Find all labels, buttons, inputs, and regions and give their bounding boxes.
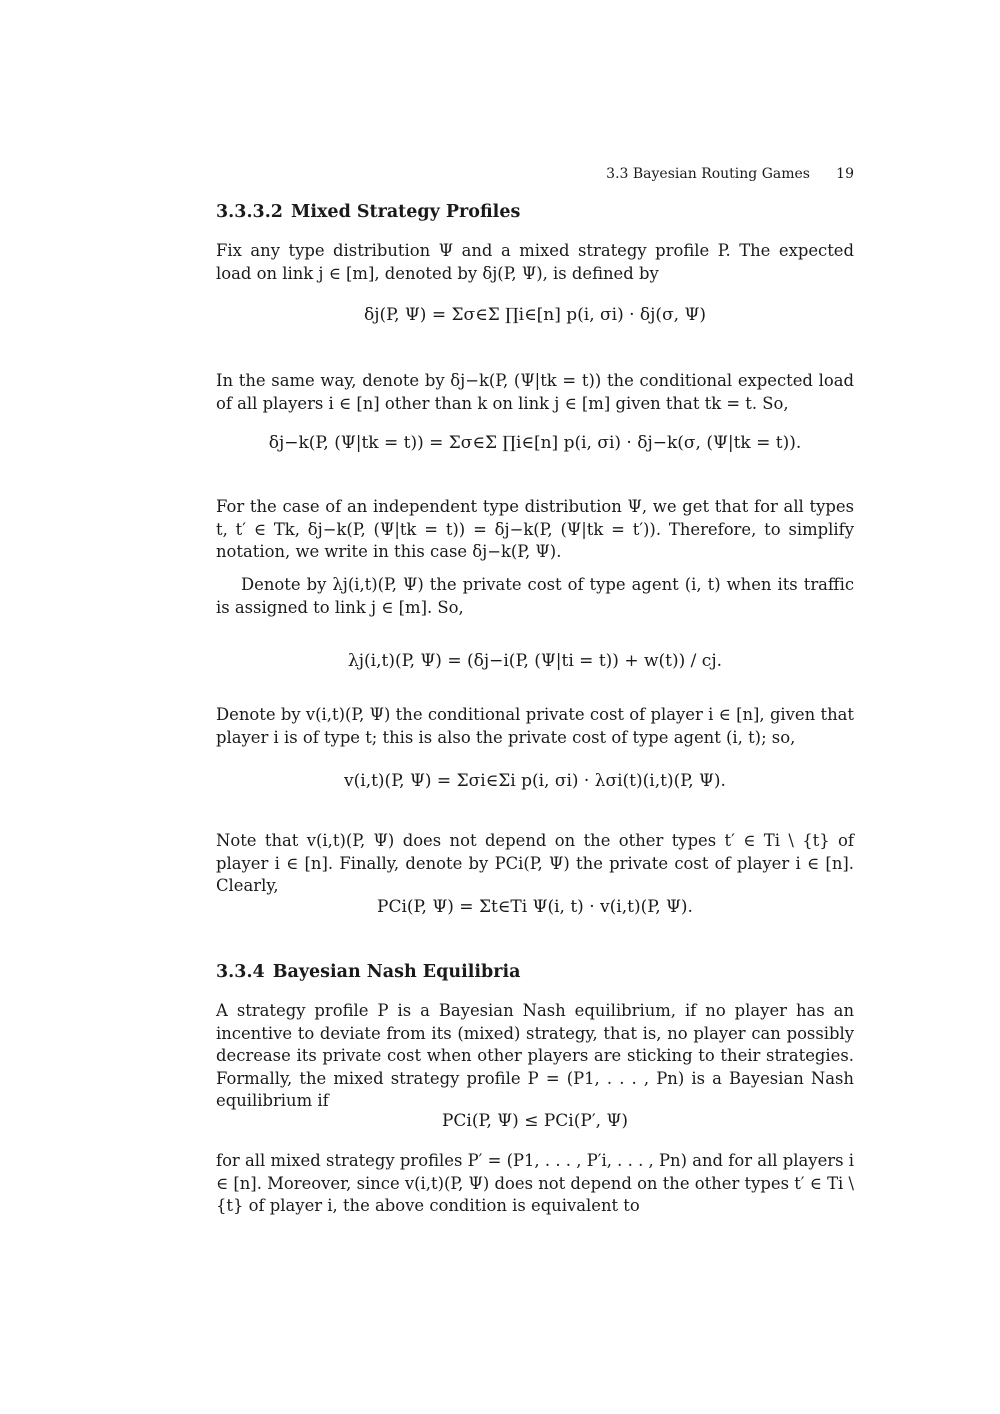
running-head <box>216 166 854 182</box>
equation-equilibrium: PCi(P, Ψ) ≤ PCi(P′, Ψ) <box>441 1111 629 1131</box>
paragraph: for all mixed strategy profiles P′ = (P1, . . . , P′i, . . . , Pn) and for all players i ∈ [n]. Moreover, since v(i,t)(P, Ψ) does not depend on the other types t′ ∈ Ti \ {t} of player i, the above condition is equivalent to <box>216 1151 854 1216</box>
running-head-section: 3.3 Bayesian Routing Games <box>606 166 810 182</box>
paragraph: Note that v(i,t)(P, Ψ) does not depend on the other types t′ ∈ Ti \ {t} of player i ∈ [n]. Finally, denote by PCi(P, Ψ) the private cost of player i ∈ [n]. Clearly, <box>216 831 854 896</box>
equation-v: v(i,t)(P, Ψ) = Σσi∈Σi p(i, σi) · λσi(t)(i,t)(P, Ψ). <box>344 771 726 791</box>
section-heading-mixed <box>216 202 520 222</box>
equation-lambda: λj(i,t)(P, Ψ) = (δj−i(P, (Ψ|ti = t)) + w(t)) / cj. <box>347 651 722 671</box>
paragraph: Denote by λj(i,t)(P, Ψ) the private cost of type agent (i, t) when its traffic is assigned to link j ∈ [m]. So, <box>216 575 854 617</box>
section-number: 3.3.3.2 <box>216 202 283 222</box>
paragraph: Denote by v(i,t)(P, Ψ) the conditional private cost of player i ∈ [n], given that player i is of type t; this is also the private cost of type agent (i, t); so, <box>216 705 854 747</box>
equation-expected-load: δj(P, Ψ) = Σσ∈Σ ∏i∈[n] p(i, σi) · δj(σ, Ψ) <box>363 305 707 325</box>
section-heading-bne <box>216 962 521 982</box>
paragraph: In the same way, denote by δj−k(P, (Ψ|tk = t)) the conditional expected load of all players i ∈ [n] other than k on link j ∈ [m] given that tk = t. So, <box>216 371 854 413</box>
section-title: Mixed Strategy Profiles <box>290 202 521 222</box>
page-number: 19 <box>836 166 854 182</box>
equation-conditional-load: δj−k(P, (Ψ|tk = t)) = Σσ∈Σ ∏i∈[n] p(i, σi) · δj−k(σ, (Ψ|tk = t)). <box>268 433 802 453</box>
equation-pc: PCi(P, Ψ) = Σt∈Ti Ψ(i, t) · v(i,t)(P, Ψ). <box>377 897 693 917</box>
section-title: Bayesian Nash Equilibria <box>272 962 521 982</box>
paragraph: For the case of an independent type distribution Ψ, we get that for all types t, t′ ∈ Tk, δj−k(P, (Ψ|tk = t)) = δj−k(P, (Ψ|tk = t′)). Therefore, to simplify notation, we write in this case δj−k(P, Ψ). <box>216 497 854 562</box>
section-number: 3.3.4 <box>216 962 265 982</box>
paragraph: A strategy profile P is a Bayesian Nash equilibrium, if no player has an incentive to deviate from its (mixed) strategy, that is, no player can possibly decrease its private cost when other players are sticking to their strategies. Formally, the mixed strategy profile P = (P1, . . . , Pn) is a Bayesian Nash equilibrium if <box>216 1001 854 1111</box>
paragraph: Fix any type distribution Ψ and a mixed strategy profile P. The expected load on link j ∈ [m], denoted by δj(P, Ψ), is defined by <box>216 241 854 283</box>
